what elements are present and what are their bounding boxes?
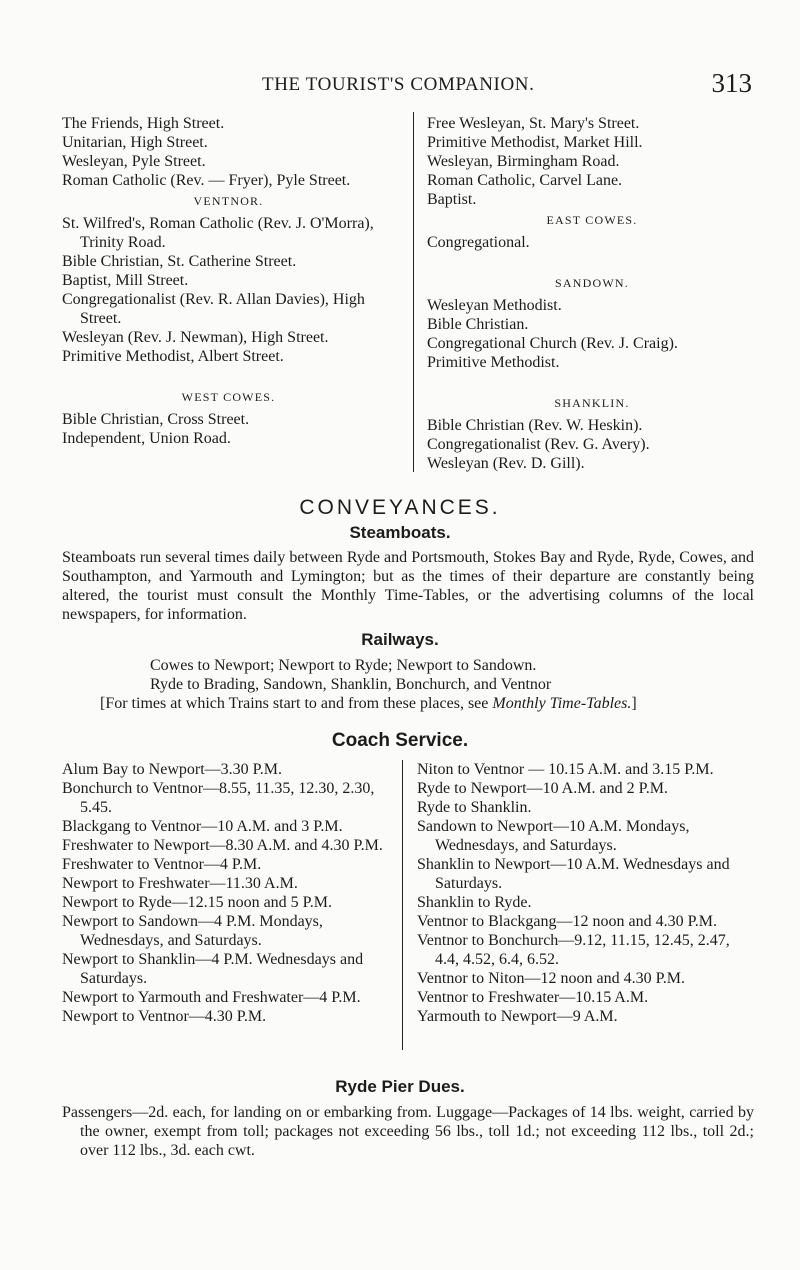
list-item: Congregationalist (Rev. G. Avery).	[427, 436, 650, 453]
section-heading-coach-service: Coach Service.	[331, 730, 469, 751]
list-item: Wesleyan, Pyle Street.	[62, 153, 206, 170]
list-item: Newport to Ryde—12.15 noon and 5 P.M.	[62, 894, 333, 911]
list-item: Niton to Ventnor — 10.15 A.M. and 3.15 P.M.	[417, 761, 714, 778]
railways-note-emphasis: Monthly Time-Tables.	[492, 695, 632, 712]
section-heading-ryde-pier-dues: Ryde Pier Dues.	[335, 1077, 465, 1096]
railways-note-text: [For times at which Trains start to and from these places, see	[100, 695, 493, 712]
list-item: Primitive Methodist, Market Hill.	[427, 134, 643, 151]
railways-note	[62, 694, 754, 713]
pier-dues-text: Passengers—2d. each, for landing on or embarking from. Luggage—Packages of 14 lbs. weight, carried by the owner, exempt from toll; packages not exceeding 56 lbs., toll 1d.; not exceeding 112 lbs., toll 2d.; over 112 lbs., 3d. each cwt.	[62, 1104, 754, 1159]
railways-line: Cowes to Newport; Newport to Ryde; Newport to Sandown.	[150, 657, 537, 674]
list-item: Ventnor to Niton—12 noon and 4.30 P.M.	[417, 970, 685, 987]
list-item: Newport to Sandown—4 P.M. Mondays, Wednesdays, and Saturdays.	[62, 913, 323, 949]
list-item: Independent, Union Road.	[62, 430, 231, 447]
list-item: Primitive Methodist, Albert Street.	[62, 348, 284, 365]
list-item: Ventnor to Bonchurch—9.12, 11.15, 12.45, 2.47, 4.4, 4.52, 6.4, 6.52.	[417, 932, 730, 968]
pier-dues-paragraph	[62, 1103, 754, 1160]
coach-right-column	[417, 760, 757, 1026]
list-item: Bible Christian.	[427, 316, 529, 333]
list-item: Free Wesleyan, St. Mary's Street.	[427, 115, 640, 132]
list-item: Baptist, Mill Street.	[62, 272, 189, 289]
worship-left-column	[62, 114, 395, 448]
list-item: Shanklin to Newport—10 A.M. Wednesdays and Saturdays.	[417, 856, 730, 892]
list-item: Congregational.	[427, 234, 530, 251]
list-item: Newport to Freshwater—11.30 A.M.	[62, 875, 298, 892]
page-header	[62, 68, 752, 104]
list-item: Ryde to Newport—10 A.M. and 2 P.M.	[417, 780, 668, 797]
town-heading-shanklin: SHANKLIN.	[554, 396, 630, 410]
list-item: St. Wilfred's, Roman Catholic (Rev. J. O'Morra), Trinity Road.	[62, 215, 374, 251]
list-item: Congregational Church (Rev. J. Craig).	[427, 335, 678, 352]
town-heading-west-cowes: WEST COWES.	[181, 390, 276, 404]
list-item: Ventnor to Freshwater—10.15 A.M.	[417, 989, 649, 1006]
list-item: Wesleyan Methodist.	[427, 297, 562, 314]
list-item: Bible Christian, Cross Street.	[62, 411, 250, 428]
list-item: Wesleyan (Rev. D. Gill).	[427, 455, 585, 472]
list-item: Blackgang to Ventnor—10 A.M. and 3 P.M.	[62, 818, 343, 835]
column-rule	[413, 112, 414, 472]
list-item: Baptist.	[427, 191, 477, 208]
list-item: Ventnor to Blackgang—12 noon and 4.30 P.M.	[417, 913, 717, 930]
list-item: Alum Bay to Newport—3.30 P.M.	[62, 761, 282, 778]
steamboats-paragraph	[62, 548, 754, 624]
list-item: Newport to Ventnor—4.30 P.M.	[62, 1008, 267, 1025]
list-item: Congregationalist (Rev. R. Allan Davies), High Street.	[62, 291, 365, 327]
list-item: Bible Christian (Rev. W. Heskin).	[427, 417, 643, 434]
list-item: Ryde to Shanklin.	[417, 799, 532, 816]
list-item: Freshwater to Ventnor—4 P.M.	[62, 856, 262, 873]
railways-paragraph	[62, 656, 754, 713]
list-item: Bible Christian, St. Catherine Street.	[62, 253, 297, 270]
section-heading-railways: Railways.	[361, 630, 439, 649]
worship-right-column	[427, 114, 757, 473]
town-heading-east-cowes: EAST COWES.	[546, 213, 638, 227]
list-item: Wesleyan (Rev. J. Newman), High Street.	[62, 329, 329, 346]
section-heading-conveyances: CONVEYANCES.	[299, 496, 501, 519]
list-item: Newport to Yarmouth and Freshwater—4 P.M.	[62, 989, 361, 1006]
railways-line: Ryde to Brading, Sandown, Shanklin, Bonchurch, and Ventnor	[150, 676, 552, 693]
list-item: Wesleyan, Birmingham Road.	[427, 153, 620, 170]
list-item: Yarmouth to Newport—9 A.M.	[417, 1008, 618, 1025]
running-title: THE TOURIST'S COMPANION.	[262, 74, 535, 95]
list-item: Roman Catholic (Rev. — Fryer), Pyle Street.	[62, 172, 351, 189]
railways-note-close: ]	[631, 695, 637, 712]
list-item: Bonchurch to Ventnor—8.55, 11.35, 12.30, 2.30, 5.45.	[62, 780, 375, 816]
town-heading-sandown: SANDOWN.	[555, 276, 629, 290]
steamboats-text: Steamboats run several times daily between Ryde and Portsmouth, Stokes Bay and Ryde, Ryde, Cowes, and Southampton, and Yarmouth and Lymington; but as the times of their departure are constantly being altered, the tourist must consult the Monthly Time-Tables, or the advertising columns of the local newspapers, for information.	[62, 549, 754, 623]
page-number: 313	[711, 68, 752, 98]
list-item: Primitive Methodist.	[427, 354, 560, 371]
list-item: Newport to Shanklin—4 P.M. Wednesdays and Saturdays.	[62, 951, 364, 987]
section-heading-steamboats: Steamboats.	[349, 523, 451, 542]
list-item: Roman Catholic, Carvel Lane.	[427, 172, 623, 189]
list-item: Freshwater to Newport—8.30 A.M. and 4.30 P.M.	[62, 837, 383, 854]
coach-left-column	[62, 760, 394, 1026]
list-item: The Friends, High Street.	[62, 115, 225, 132]
list-item: Unitarian, High Street.	[62, 134, 208, 151]
column-rule	[402, 760, 403, 1050]
list-item: Shanklin to Ryde.	[417, 894, 532, 911]
town-heading-ventnor: VENTNOR.	[193, 194, 264, 208]
list-item: Sandown to Newport—10 A.M. Mondays, Wednesdays, and Saturdays.	[417, 818, 690, 854]
